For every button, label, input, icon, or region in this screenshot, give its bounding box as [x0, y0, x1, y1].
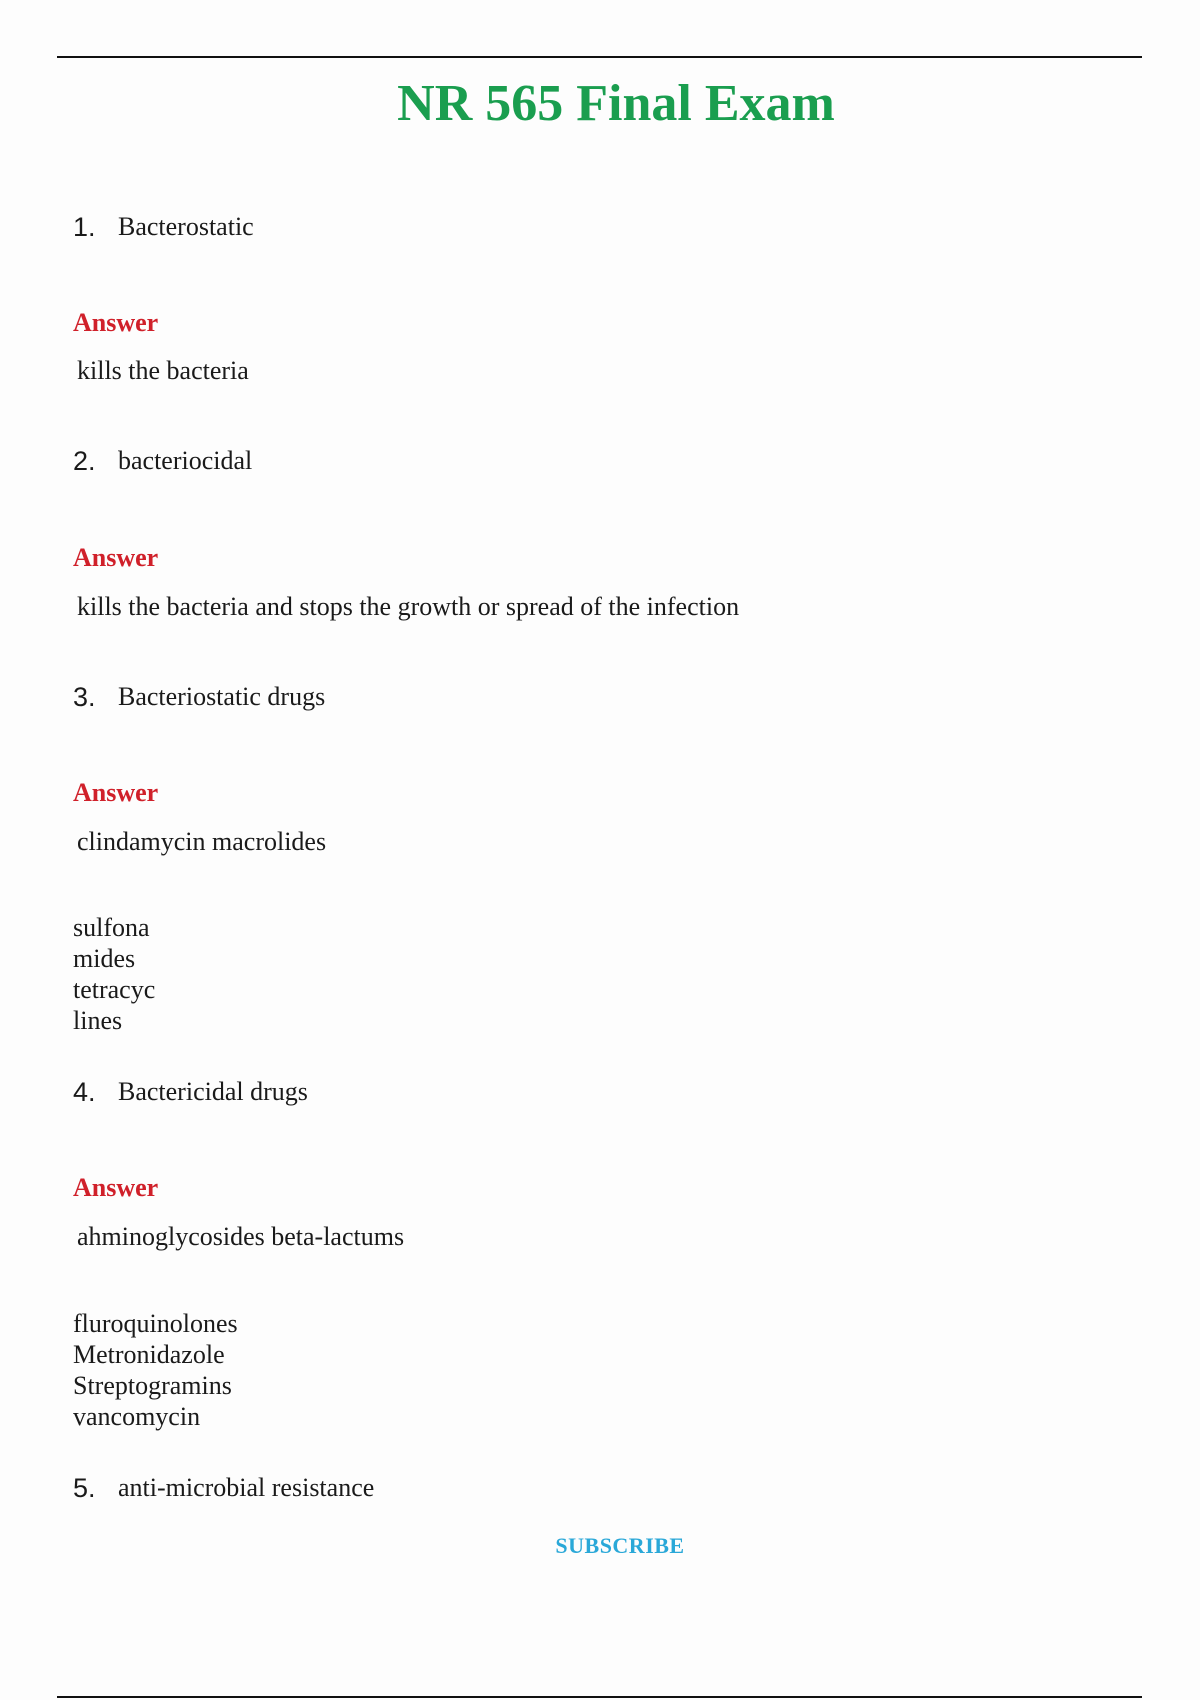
- subscribe-link[interactable]: SUBSCRIBE: [555, 1533, 685, 1558]
- question-number: 4.: [73, 1076, 96, 1107]
- answer-text: kills the bacteria: [77, 356, 249, 385]
- question-number: 1.: [73, 211, 96, 242]
- question-text: Bactericidal drugs: [118, 1077, 308, 1106]
- question-1: [73, 209, 254, 245]
- answer-text: kills the bacteria and stops the growth or spread of the infection: [77, 592, 740, 621]
- answer-text: ahminoglycosides beta-lactums: [77, 1222, 405, 1251]
- question-text: Bacterostatic: [118, 212, 254, 241]
- question-number: 3.: [73, 681, 96, 712]
- question-text: bacteriocidal: [118, 446, 253, 475]
- question-text: Bacteriostatic drugs: [118, 682, 326, 711]
- question-2: [73, 443, 252, 479]
- page-title: NR 565 Final Exam: [397, 75, 835, 132]
- question-5: [73, 1470, 374, 1506]
- bottom-rule: [57, 1696, 1142, 1698]
- answer-line: Metronidazole: [73, 1340, 225, 1369]
- answer-line: sulfona: [73, 913, 150, 942]
- answer-text: clindamycin macrolides: [77, 827, 327, 856]
- question-number: 5.: [73, 1472, 96, 1503]
- answer-label: Answer: [73, 778, 159, 807]
- answer-continuation: [73, 1308, 238, 1432]
- question-3: [73, 679, 325, 715]
- question-4: [73, 1074, 308, 1110]
- top-rule: [57, 56, 1142, 58]
- answer-label: Answer: [73, 543, 159, 572]
- answer-line: Streptogramins: [73, 1371, 232, 1400]
- answer-line: mides: [73, 944, 136, 973]
- answer-label: Answer: [73, 308, 159, 337]
- question-number: 2.: [73, 445, 96, 476]
- answer-line: fluroquinolones: [73, 1309, 238, 1338]
- question-text: anti-microbial resistance: [118, 1473, 375, 1502]
- answer-line: lines: [73, 1006, 123, 1035]
- answer-continuation: [73, 912, 155, 1036]
- answer-line: vancomycin: [73, 1402, 201, 1431]
- answer-label: Answer: [73, 1173, 159, 1202]
- answer-line: tetracyc: [73, 975, 156, 1004]
